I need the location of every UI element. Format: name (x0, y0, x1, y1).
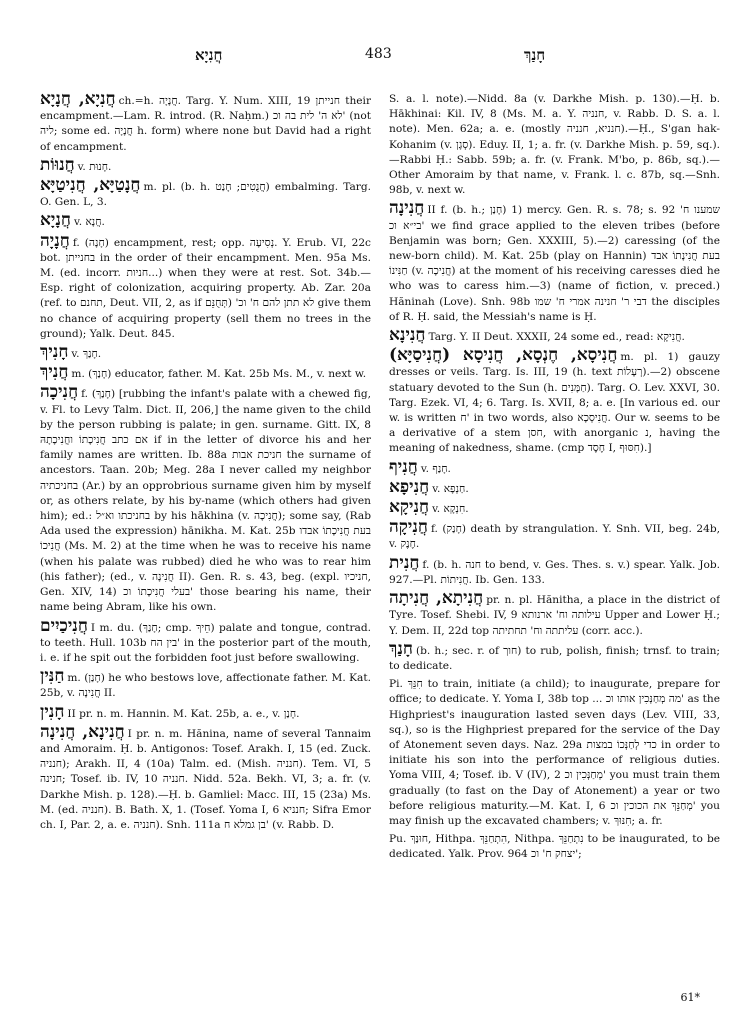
entry-definition: ch.=h. חֲנָיָה. Targ. Y. Num. XIII, 19 חנייתן their encampment.—Lam. R. introd. (R. Naḥm.) לא ה' לית בה וכ' (not ליה; some ed. חֲנָיָה h. form) where none but David had a right of encampment. (40, 95, 371, 153)
dictionary-entry (389, 325, 720, 346)
dictionary-entry (389, 345, 720, 456)
left-column (40, 92, 371, 1006)
dictionary-entry (40, 666, 371, 701)
entry-headword: חֲנִיָא, חֲנָיָא (40, 92, 116, 109)
entry-headword: חֲנִיסָא, חֶנְסָא, חֲנִיסָא (חֲנִיסַיָּא) (389, 345, 618, 366)
entry-definition: v. חִנְקָא. (432, 503, 469, 516)
dictionary-entry (40, 154, 371, 175)
entry-headword: חֲנִיף (389, 456, 418, 477)
right-running-head: חָנַךְ (524, 46, 546, 64)
page-header (40, 46, 718, 68)
entry-definition: Pu. חוּנַּךְ, Hithpa. הִתְחַנֵּךְ, Nithpa. נִתְחַנֵּךְ to be inaugurated, to be dedicated. Yalk. Prov. 964 יצחק ח' וכ'; (389, 833, 720, 861)
entry-headword: חַנִּין (40, 666, 65, 687)
dictionary-entry (389, 497, 720, 518)
dictionary-entry (389, 588, 720, 639)
entry-definition: m. pl. 1) gauzy dresses or veils. Targ. Is. III, 19 (h. text רְעָלוֹת).—2) obscene statuary devoted to the Sun (h. חַמָּנִים). Targ. O. Lev. XXVI, 30. Targ. Ezek. VI, 4; 6. Targ. Is. XVII, 8; a. e. [In various ed. our w. is written ח' in two words, also חֲנִיסְכָא. Our w. seems to be a derivative of a stem חסן, with anorganic נ, having the meaning of nakedness, shame. (cmp חֶסֶד I, חִסּוּף).] (389, 351, 720, 455)
dictionary-entry (389, 517, 720, 552)
entry-definition: v. חֲנָא. (73, 216, 105, 229)
entry-headword: חֲנוּוֹת (40, 154, 75, 175)
entry-headword: חָנִין (40, 701, 65, 722)
entry-definition: pr. n. pl. Hănitha, a place in the district of Tyre. Tosef. Shebi. IV, 9 עילותה וח' ארנותא Upper and Lower Ḥ.; Y. Dem. II, 22d top עליתתה וח' תחתיתה (corr. acc.). (389, 594, 720, 637)
dictionary-entry (389, 476, 720, 497)
entry-definition: f. (חָנַךְ) [rubbing the infant's palate with a chewed fig, v. Fl. to Levy Talm. Dict. II, 206,] the name given to the child by the person rubbing is palate; in gen. surname. Gitt. IX, 8 אם כתב חֲנִיכָתוֹ וחֲנִיכָתָהּ if in the letter of divorce his and her family names are written. Ib. 88a חניכת אבות the surname of ancestors. Taan. 20b; Meg. 28a I never called my neighbor בחניכתיה (Ar.) by an opprobrious surname given him by myself or, as others relate, by his by-name (which others had given him); ed.: בחניכתו וא״ל by his hākhina (v. חֲנִיכָה); some say, (Rab Ada used the expression) hānikha. M. Kat. 25b בעת חֲנִיכָתוֹ אבדו חֲנִיכוֹ (Ms. M. 2) at the time when he was to receive his name (when his palate was rubbed) died he who was to rear him (his father); (ed., v. חֲנִינָה II). Gen. R. s. 43, beg. (expl. חניכיו, Gen. XIV, 14) בעלי חֲנִיכָתוֹ וכ' those bearing his name, their name being Abram, like his own. (40, 388, 371, 614)
entry-definition: v. חַנְפָא. (432, 482, 469, 495)
entry-headword: חֲנִיקָא (389, 497, 430, 518)
entry-definition: I m. du. (חָנַךְ; cmp. חֵיךְ) palate and tongue, contrad. to teeth. Hull. 103b בין הח' in the posterior part of the mouth, i. e. if he spit out the forbidden foot just before swallowing. (40, 621, 371, 664)
dictionary-entry (389, 198, 720, 325)
dictionary-entry (40, 615, 371, 667)
entry-headword: חֲנִיכָה (40, 382, 79, 403)
dictionary-entry (40, 175, 371, 210)
entry-definition: f. (חָנַק) death by strangulation. Y. Snh. VII, beg. 24b, v. חֶנֶק. (389, 523, 720, 551)
dictionary-entry (40, 210, 371, 231)
dictionary-entry (389, 677, 720, 829)
entry-headword: חֲנִינָא, חֲנִינָה (40, 721, 125, 742)
page-number: 483 (365, 46, 392, 62)
dictionary-entry (389, 832, 720, 862)
dictionary-entry (389, 638, 720, 674)
entry-headword: חֲנִיקָה (389, 517, 428, 538)
entry-headword: חָנִיךְ (40, 342, 69, 363)
dictionary-entry (40, 230, 371, 342)
entry-headword: חָנַךְ (389, 638, 413, 659)
left-running-head: חֲנִיָא (195, 46, 223, 64)
dictionary-entry (389, 456, 720, 477)
entry-headword: חֲנָטַיָּא, חֲנִיטַיָּא (40, 175, 141, 196)
entry-definition: f. (חָנָה) encampment, rest; opp. נְסִיעָה. Y. Erub. VI, 22c bot. בחנייתן in the order of their encampment. Men. 95a Ms. M. (ed. incorr. חניות...) when they were at rest. Sot. 34b.—Esp. right of colonization, acquiring property. Ab. Zar. 20a (ref. to תחנם, Deut. VII, 2, as if לא תתן להם ח' וכ' (תְּחֻנֵּם give them no chance of acquiring property (sell them no trees in the ground); Yalk. Deut. 845. (40, 236, 371, 340)
entry-headword: חֲנִיפָא (389, 476, 430, 497)
dictionary-entry (40, 382, 371, 615)
entry-headword: חֲנִינָא (389, 325, 426, 346)
right-column (389, 92, 720, 1006)
entry-headword: חֲנִיתָא, חֲנִיתָה (389, 588, 484, 609)
entry-headword: חֲנִינָה (389, 198, 425, 219)
dictionary-entry (389, 92, 720, 198)
entry-definition: S. a. l. note).—Nidd. 8a (v. Darkhe Mish. p. 130).—Ḥ. b. Hākhinai: Kil. IV, 8 (Ms. M. a. Y. חנניה, v. Rabb. D. S. a. l. note). Men. 62a; a. e. (mostly חנניא, חנניה).—Ḥ., S'gan hak-Kohanim (v. סְגָן). Eduy. II, 1; a. fr. (v. Darkhe Mish. p. 59, sq.).—Rabbi Ḥ.: Sabb. 59b; a. fr. (v. Frank. M'bo, p. 86b, sq.).—Other Amoraim by that name, v. Frank. l. c. 87b, sq.—Snh. 98b, v. next w. (389, 93, 720, 197)
entry-definition: Targ. Y. II Deut. XXXII, 24 some ed., read: חֲנִיקָא. (428, 331, 685, 344)
entry-headword: חֲנִיךְ (40, 362, 69, 383)
entry-headword: חֲנִית (389, 552, 420, 573)
entry-definition: f. (b. h. חנה to bend, v. Ges. Thes. s. v.) spear. Yalk. Job. 927.—Pl. חֲנִיתוֹת. Ib. Gen. 133. (389, 558, 720, 586)
entry-definition: II f. (b. h.; חָנַן) 1) mercy. Gen. R. s. 78; s. 92 שמענו ח' בי״א וכ' we find grace applied to the eleven tribes (before Benjamin was born; Gen. XXXIII, 5).—2) caressing (of the new-born child). M. Kat. 25b (play on Hannin) בעת חֲנִינָתוֹ אבד חַנִּינוֹ (v. חֲנִיכָה) at the moment of his receiving caresses died he who was to caress him.—3) (name of fiction, v. preced.) Hăninah (Love). Snh. 98b דבי ר' חנינה אמרי ח' שמו the disciples of R. Ḥ. said, the Messiah's name is Ḥ. (389, 204, 720, 323)
dictionary-entry (40, 92, 371, 155)
entry-definition: m. (חָנַךְ) educator, father. M. Kat. 25b Ms. M., v. next w. (71, 368, 367, 381)
entry-definition: II pr. n. m. Hannin. M. Kat. 25b, a. e., v. חָנַן. (67, 707, 300, 720)
entry-headword: חֲנָיָה (40, 230, 70, 251)
entry-definition: m. (חָנַן) he who bestows love, affectionate father. M. Kat. 25b, v. חֲנִינָה II. (40, 672, 371, 700)
entry-definition: v. חָנַף. (420, 462, 451, 475)
dictionary-entry (40, 721, 371, 833)
entry-definition: v. חָנַךְ. (71, 348, 102, 361)
entry-headword: חֲנִיכַיִים (40, 615, 88, 636)
dictionary-entry (40, 342, 371, 363)
dictionary-entry (40, 701, 371, 722)
entry-definition: m. pl. (b. h. חֲנֻטִים; חָנַט) embalming. Targ. O. Gen. L, 3. (40, 181, 371, 209)
entry-headword: חֲנָיָא (40, 210, 71, 231)
entry-definition: v. חָנוּת. (77, 160, 112, 173)
dictionary-entry (40, 362, 371, 383)
columns (40, 92, 720, 1006)
signature-mark: 61* (680, 991, 700, 1004)
dictionary-entry (389, 552, 720, 588)
entry-definition: Pi. חִנֵּךְ to train, initiate (a child); to inaugurate, prepare for office; to dedicate. Y. Yoma I, 38b top ... מה מְחַנְּכִין אותו וכ' as the Highpriest's inauguration lasted seven days (Lev. VIII, 33, sq.), so is the Highpriest prepared for the service of the Day of Atonement seven days. Naz. 29a כדי לְחַנְּכוֹ במצות in order to initiate his son into the performance of religious duties. Yoma VIII, 4; Tosef. ib. V (IV), 2 מְחַנְּכִין וכ' you must train them gradually (to fast on the Day of Atonement) a year or two before religious maturity.—M. Kat. I, 6 מְחַנֵּךְ את הכוכין וכ' you may finish up the excavated chambers; v. חִנּוּךְ; a. fr. (389, 678, 720, 827)
entry-definition: I pr. n. m. Hănina, name of several Tannaim and Amoraim. Ḥ. b. Antigonos: Tosef. Arakh. I, 15 (ed. Zuck. חנניה); Arakh. II, 4 (10a) Talm. ed. (Mish. חנניה). Tem. VI, 5 חנינה; Tosef. ib. IV, 10 חנניה. Nidd. 52a. Bekh. VI, 3; a. fr. (v. Darkhe Mish. p. 128).—Ḥ. b. Gamliel: Macc. III, 15 (23a) Ms. M. (ed. חנניה). B. Bath. X, 1. (Tosef. Yoma I, 6 חנניא; Sifra Emor ch. I, Par. 2, a. e. חנניה). Snh. 111a בן גמלא ח' (v. Rabb. D. (40, 727, 371, 831)
entry-definition: (b. h.; sec. r. of חוך) to rub, polish, finish; trnsf. to train; to dedicate. (389, 644, 720, 672)
